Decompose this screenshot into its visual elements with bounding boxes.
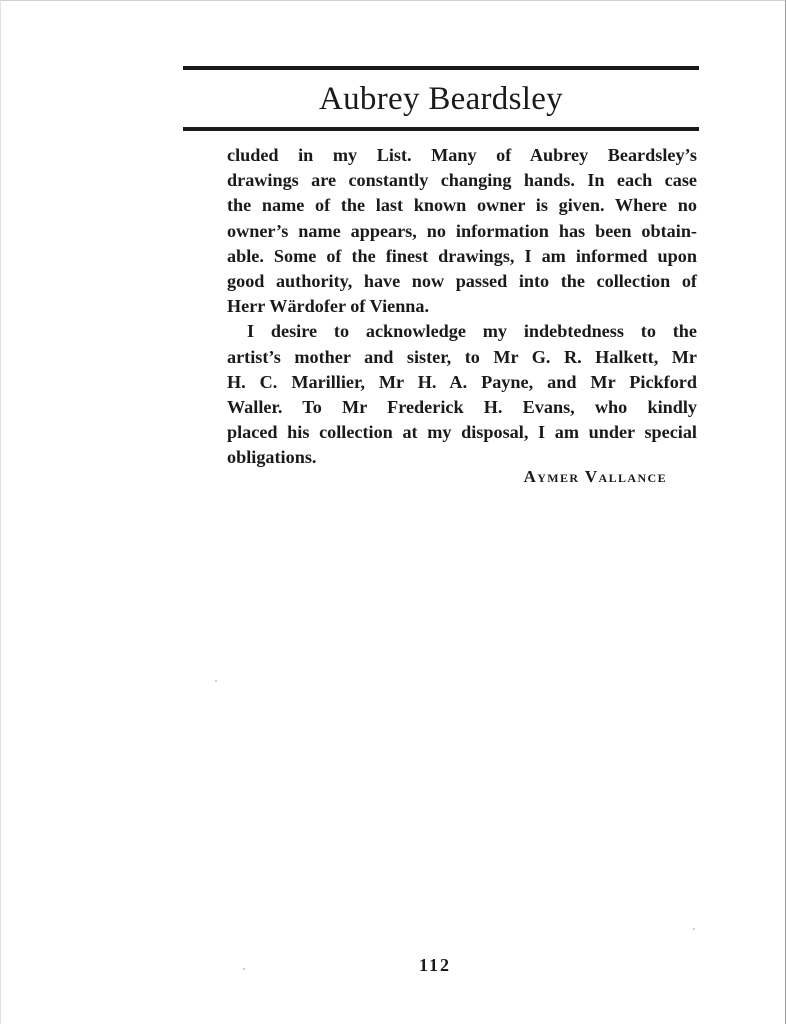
text-line: able. Some of the finest drawings, I am informed upon <box>227 245 697 266</box>
text-line: Waller. To Mr Frederick H. Evans, who kindly <box>227 397 697 418</box>
text-line: artist’s mother and sister, to Mr G. R. Halkett, Mr <box>227 346 697 367</box>
page-number: 112 <box>418 955 451 975</box>
text-line: drawings are constantly changing hands. In each case <box>227 170 697 191</box>
text-line: I desire to acknowledge my indebtedness to the <box>247 321 697 342</box>
text-line: good authority, have now passed into the collection of <box>227 271 697 292</box>
text-line: Herr Wärdofer of Vienna. <box>227 296 430 317</box>
header-rule-bottom <box>183 127 699 131</box>
text-line: the name of the last known owner is given. Where no <box>227 195 697 216</box>
text-line: owner’s name appears, no information has been obtain- <box>227 220 697 241</box>
author-signature: Aymer Vallance <box>523 467 667 486</box>
text-line: placed his collection at my disposal, I am under special <box>227 422 697 443</box>
body-text <box>227 143 697 471</box>
text-line: obligations. <box>227 447 317 468</box>
running-title: Aubrey Beardsley <box>319 81 563 117</box>
text-line: H. C. Marillier, Mr H. A. Payne, and Mr Pickford <box>227 371 697 392</box>
text-line: cluded in my List. Many of Aubrey Beardsley’s <box>227 145 697 165</box>
header-rule-top <box>183 66 699 70</box>
paper-speck <box>693 928 695 930</box>
paper-speck <box>215 680 217 682</box>
paper-speck <box>243 968 245 970</box>
